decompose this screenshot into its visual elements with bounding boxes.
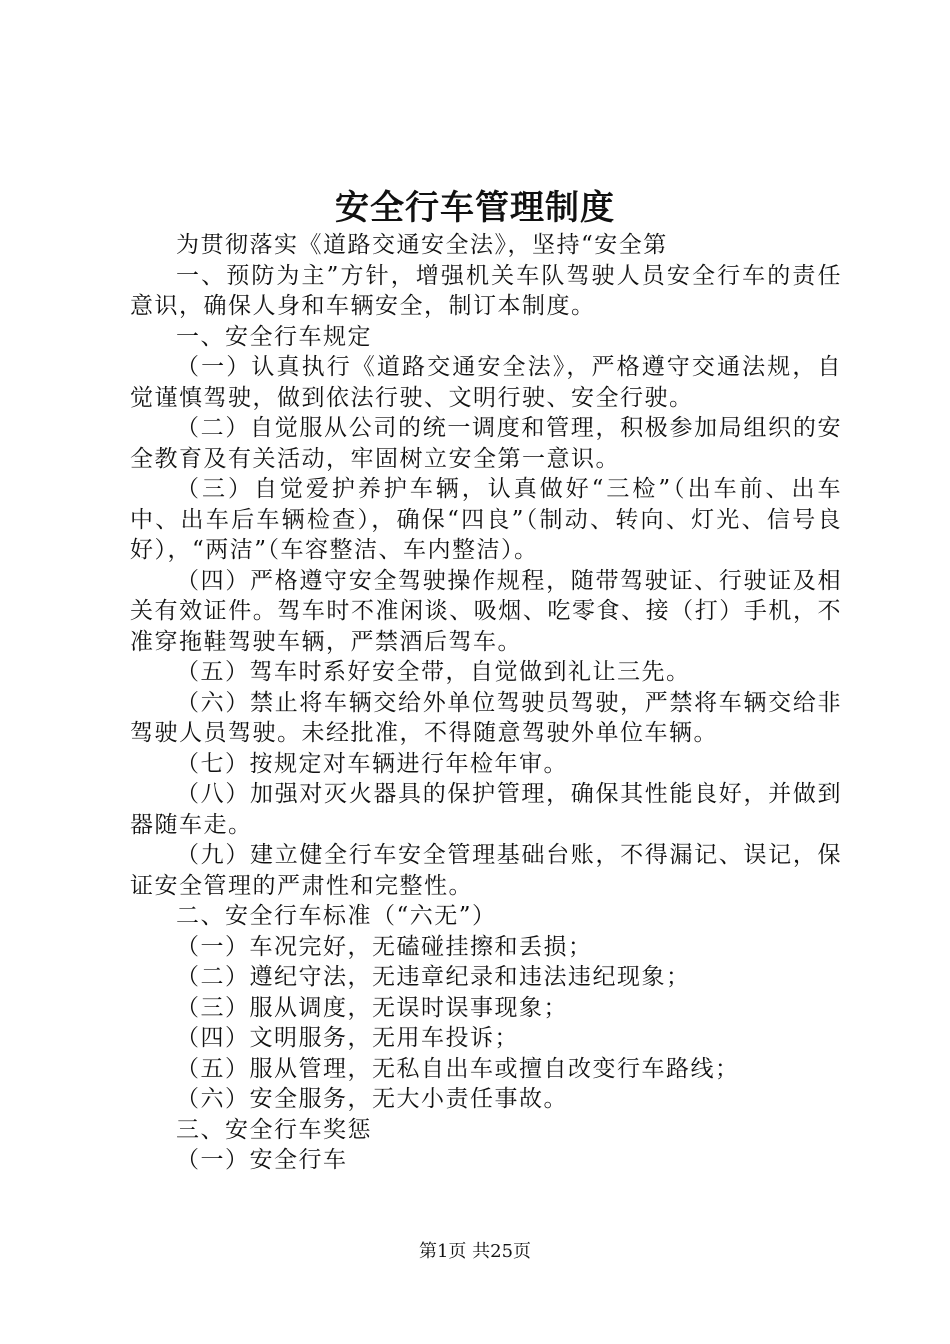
section-heading: 一、安全行车规定 <box>176 323 372 350</box>
section-heading: 二、安全行车标准（“六无”） <box>176 903 497 929</box>
document-body <box>130 230 842 1176</box>
section-heading: 三、安全行车奖惩 <box>176 1116 372 1143</box>
page-title: 安全行车管理制度 <box>335 188 615 228</box>
paragraph: （九）建立健全行车安全管理基础台账，不得漏记、误记，保证安全管理的严肃性和完整性。 <box>130 842 842 899</box>
paragraph: 为贯彻落实《道路交通安全法》，坚持“安全第 <box>176 232 668 258</box>
list-item: （一）安全行车 <box>176 1147 348 1173</box>
paragraph: （六）禁止将车辆交给外单位驾驶员驾驶，严禁将车辆交给非驾驶人员驾驶。未经批准，不得随意驾驶外单位车辆。 <box>130 689 842 746</box>
paragraph: （三）自觉爱护养护车辆，认真做好“三检”（出车前、出车中、出车后车辆检查），确保“四良”（制动、转向、灯光、信号良好），“两洁”（车容整洁、车内整洁）。 <box>130 476 842 563</box>
list-item: （四）文明服务，无用车投诉； <box>176 1025 519 1051</box>
paragraph: （八）加强对灭火器具的保护管理，确保其性能良好，并做到器随车走。 <box>130 781 842 838</box>
paragraph: （五）驾车时系好安全带，自觉做到礼让三先。 <box>176 659 691 685</box>
list-item: （一）车况完好，无磕碰挂擦和丢损； <box>176 933 593 960</box>
paragraph: （四）严格遵守安全驾驶操作规程，随带驾驶证、行驶证及相关有效证件。驾车时不准闲谈、吸烟、吃零食、接（打）手机，不准穿拖鞋驾驶车辆，严禁酒后驾车。 <box>130 567 842 655</box>
list-item: （六）安全服务，无大小责任事故。 <box>176 1086 568 1112</box>
paragraph: 一、预防为主”方针，增强机关车队驾驶人员安全行车的责任意识，确保人身和车辆安全，制订本制度。 <box>130 262 842 319</box>
paragraph: （一）认真执行《道路交通安全法》，严格遵守交通法规，自觉谨慎驾驶，做到依法行驶、文明行驶、安全行驶。 <box>130 354 842 411</box>
paragraph: （七）按规定对车辆进行年检年审。 <box>176 750 568 777</box>
list-item: （三）服从调度，无误时误事现象； <box>176 994 568 1021</box>
list-item: （二）遵纪守法，无违章纪录和违法违纪现象； <box>176 964 691 990</box>
page-footer: 第1页 共25页 <box>418 1241 532 1262</box>
list-item: （五）服从管理，无私自出车或擅自改变行车路线； <box>176 1055 740 1082</box>
paragraph: （二）自觉服从公司的统一调度和管理，积极参加局组织的安全教育及有关活动，牢固树立安全第一意识。 <box>130 415 842 472</box>
